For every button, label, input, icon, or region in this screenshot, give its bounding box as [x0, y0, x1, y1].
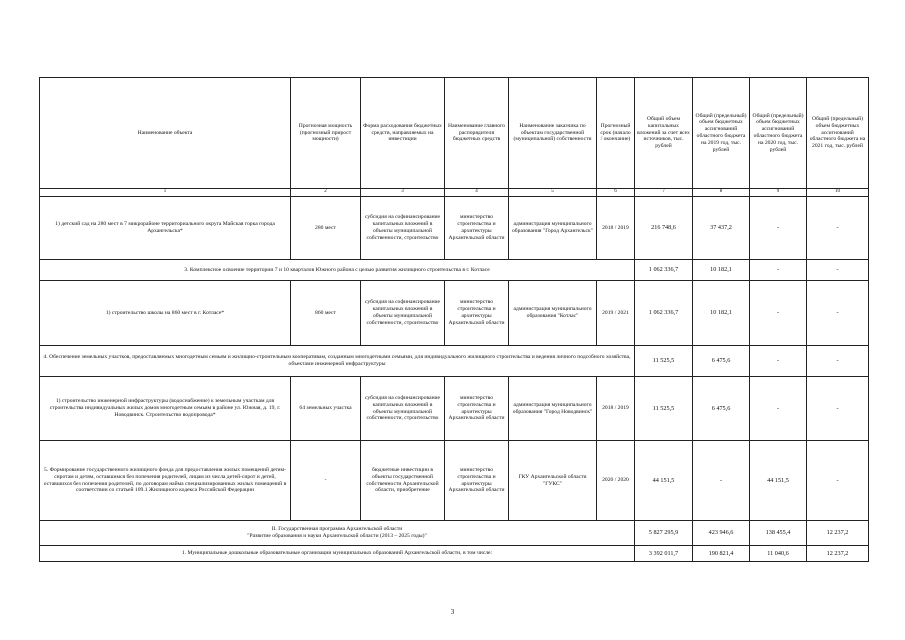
- object-name: 1) строительство инженерной инфраструктуры (водоснабжение) к земельным участкам для строительства индивидуальных жилых домов многодетным семьям в районе ул. Южная, д. 19, г. Новодвинск. Строительство водопровода*: [40, 377, 291, 441]
- header-term: Прогнозный срок (начало / окончание): [597, 78, 635, 189]
- budget-2020: -: [750, 260, 807, 281]
- budget-2020: 44 151,5: [750, 441, 807, 521]
- total-investment: 216 748,6: [635, 197, 693, 260]
- capacity: 280 мест: [291, 197, 361, 260]
- program-name: [40, 521, 635, 546]
- total-investment: 44 151,5: [635, 441, 693, 521]
- budget-2019: 37 437,2: [693, 197, 750, 260]
- capacity: 64 земельных участка: [291, 377, 361, 441]
- budget-2019: -: [693, 441, 750, 521]
- spending-form: субсидия на софинансирование капитальных вложений в объекты муниципальной собственности, строительство: [361, 377, 445, 441]
- budget-2019: 6 475,6: [693, 346, 750, 377]
- total-investment: 5 827 295,9: [635, 521, 693, 546]
- program-name-line-1: II. Государственная программа Архангельской области: [271, 526, 403, 533]
- column-number-row: [40, 189, 869, 197]
- table-row-housing-fund: [40, 441, 869, 521]
- table-row-kindergarten: [40, 197, 869, 260]
- total-investment: 1 062 336,7: [635, 260, 693, 281]
- header-budget-2019: Общий (предельный) объем бюджетных ассигнований областного бюджета на 2019 год, тыс. рублей: [693, 78, 750, 189]
- budget-2021: -: [807, 281, 869, 346]
- budget-manager: министерство строительства и архитектуры Архангельской области: [445, 281, 509, 346]
- spending-form: субсидия на софинансирование капитальных вложений в объекты муниципальной собственности, строительство: [361, 281, 445, 346]
- section-name: 4. Обеспечение земельных участков, предоставляемых многодетным семьям и жилищно-строительным кооперативам, созданным многодетными семьями, для индивидуального жилищного строительства и ведения личного подсобного хозяйства, объектами инженерной инфраструктуры: [40, 346, 635, 377]
- budget-2019: 10 182,1: [693, 281, 750, 346]
- table-row-school: [40, 281, 869, 346]
- table-row-program-2: [40, 521, 869, 546]
- table-row-section-4: [40, 346, 869, 377]
- budget-2021: -: [807, 346, 869, 377]
- header-object-name: Наименование объекта: [40, 78, 291, 189]
- header-capacity: Прогнозная мощность (прогнозный прирост мощности): [291, 78, 361, 189]
- budget-2020: -: [750, 197, 807, 260]
- budget-2021: 12 237,2: [807, 546, 869, 562]
- budget-2019: 190 821,4: [693, 546, 750, 562]
- table-row-section-3: [40, 260, 869, 281]
- budget-2020: -: [750, 346, 807, 377]
- header-budget-2021: Общий (предельный) объем бюджетных ассигнований областного бюджета на 2021 год, тыс. рублей: [807, 78, 869, 189]
- term: 2018 / 2019: [597, 197, 635, 260]
- column-number: 8: [693, 189, 750, 197]
- budget-manager: министерство строительства и архитектуры Архангельской области: [445, 441, 509, 521]
- budget-2021: -: [807, 441, 869, 521]
- header-total-investment: Общий объем капитальных вложений за счет всех источников, тыс. рублей: [635, 78, 693, 189]
- budget-2020: -: [750, 281, 807, 346]
- section-name: 3. Комплексное освоение территории 7 и 10 кварталов Южного района с целью развития жилищного строительства в г. Котласе: [40, 260, 635, 281]
- total-investment: 11 525,5: [635, 377, 693, 441]
- object-name: 5. Формирование государственного жилищного фонда для предоставления жилых помещений детям-сиротам и детям, оставшимся без попечения родителей, лицам из числа детей-сирот и детей, оставшихся без попечения родителей, по договорам найма специализированных жилых помещений в соответствии со статьей 109.1 Жилищного кодекса Российской Федерации: [40, 441, 291, 521]
- total-investment: 3 392 011,7: [635, 546, 693, 562]
- budget-2019: 6 475,6: [693, 377, 750, 441]
- total-investment: 1 062 336,7: [635, 281, 693, 346]
- term: 2018 / 2019: [597, 377, 635, 441]
- customer: ГКУ Архангельской области "ГУКС": [509, 441, 597, 521]
- column-number: 5: [509, 189, 597, 197]
- object-name: 1) строительство школы на 860 мест в г. Котласе*: [40, 281, 291, 346]
- column-number: 4: [445, 189, 509, 197]
- header-budget-2020: Общий (предельный) объем бюджетных ассигнований областного бюджета на 2020 год, тыс. рублей: [750, 78, 807, 189]
- header-budget-manager: Наименование главного распорядителя бюджетных средств: [445, 78, 509, 189]
- column-number: 9: [750, 189, 807, 197]
- column-number: 1: [40, 189, 291, 197]
- section-name: 1. Муниципальные дошкольные образовательные организации муниципальных образований Архангельской области, в том числе:: [40, 546, 635, 562]
- budget-2019: 423 946,6: [693, 521, 750, 546]
- page-number: 3: [450, 608, 455, 616]
- spending-form: бюджетные инвестиции в объекты государственной собственности Архангельской области, приобретение: [361, 441, 445, 521]
- column-number: 10: [807, 189, 869, 197]
- term: 2020 / 2020: [597, 441, 635, 521]
- header-row: [40, 78, 869, 189]
- budget-2020: -: [750, 377, 807, 441]
- customer: администрация муниципального образования "Город Новодвинск": [509, 377, 597, 441]
- column-number: 2: [291, 189, 361, 197]
- customer: администрация муниципального образования "Котлас": [509, 281, 597, 346]
- budget-manager: министерство строительства и архитектуры Архангельской области: [445, 197, 509, 260]
- column-number: 3: [361, 189, 445, 197]
- budget-2019: 10 182,1: [693, 260, 750, 281]
- program-name-line-2: "Развитие образования и науки Архангельской области (2013 – 2025 годы)": [247, 533, 427, 539]
- header-spending-form: Форма расходования бюджетных средств, направляемых на инвестиции: [361, 78, 445, 189]
- total-investment: 11 525,5: [635, 346, 693, 377]
- spending-form: субсидия на софинансирование капитальных вложений в объекты муниципальной собственности, строительство: [361, 197, 445, 260]
- budget-2020: 11 040,6: [750, 546, 807, 562]
- table-row-preschool: [40, 546, 869, 562]
- table-row-infrastructure: [40, 377, 869, 441]
- investment-objects-table: [39, 77, 869, 562]
- capacity: -: [291, 441, 361, 521]
- term: 2019 / 2021: [597, 281, 635, 346]
- customer: администрация муниципального образования "Город Архангельск": [509, 197, 597, 260]
- capacity: 860 мест: [291, 281, 361, 346]
- budget-2020: 138 455,4: [750, 521, 807, 546]
- budget-2021: -: [807, 197, 869, 260]
- column-number: 7: [635, 189, 693, 197]
- budget-2021: -: [807, 377, 869, 441]
- column-number: 6: [597, 189, 635, 197]
- object-name: 1) детский сад на 280 мест в 7 микрорайоне территориального округа Майская горка города Архангельска*: [40, 197, 291, 260]
- budget-manager: министерство строительства и архитектуры Архангельской области: [445, 377, 509, 441]
- header-customer: Наименование заказчика по объектам государственной (муниципальной) собственности: [509, 78, 597, 189]
- budget-2021: 12 237,2: [807, 521, 869, 546]
- budget-2021: -: [807, 260, 869, 281]
